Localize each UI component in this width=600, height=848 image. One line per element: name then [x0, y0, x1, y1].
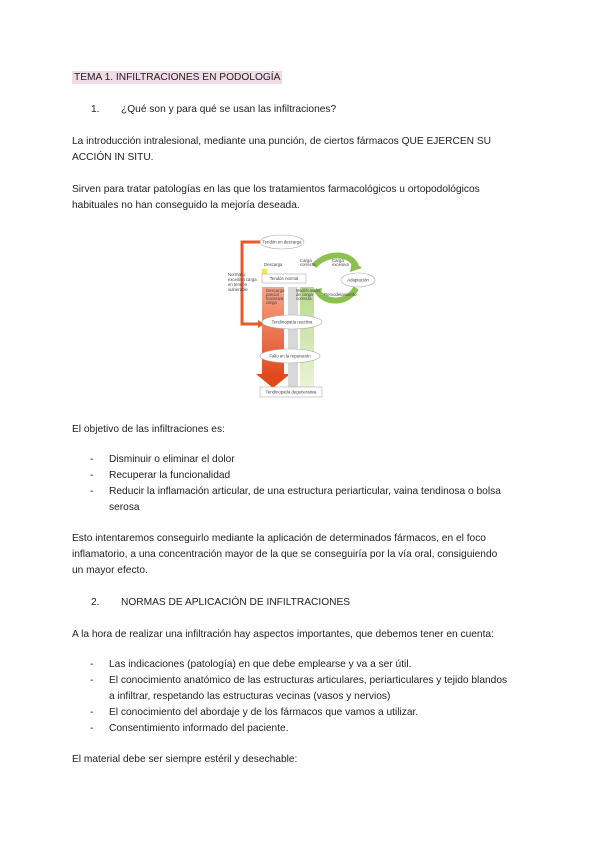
paragraph-material: El material debe ser siempre estéril y desechable: [72, 754, 298, 765]
node-label: correcta [296, 296, 312, 301]
degeneration-arrowhead [256, 374, 290, 388]
section-2-number: 2. [91, 597, 100, 608]
paragraph-line: inflamatorio, a una concentración mayor de la que se conseguiría por la vía oral, consiguiendo [72, 549, 498, 560]
list-item: - Disminuir o eliminar el dolor [90, 452, 530, 468]
node-label: Descarga [264, 262, 283, 267]
list-item: - El conocimiento del abordaje y de los fármacos que vamos a utilizar. [90, 705, 530, 721]
node-label: Remodelamiento [324, 292, 357, 297]
paragraph-line: Sirven para tratar patologías en las que los tratamientos farmacológicos u ortopodológicos [72, 184, 480, 195]
node-label: excesiva carga [228, 277, 257, 282]
document-title: TEMA 1. INFILTRACIONES EN PODOLOGÍA [74, 72, 281, 83]
list-item: - Consentimiento informado del paciente. [90, 721, 530, 737]
paragraph-objective: El objetivo de las infiltraciones es: [72, 424, 225, 435]
node-label: en tendón [228, 282, 248, 287]
paragraph-definition [72, 134, 532, 166]
objectives-list [90, 452, 530, 516]
node-label: Tendón en descarga [262, 239, 302, 245]
list-item-continuation: a infiltrar, respetando las estructuras vecinas (vasos y nervios) [109, 691, 391, 702]
node-label: Excesiva [266, 296, 284, 301]
paragraph-mechanism [72, 531, 532, 579]
paragraph-line: habituales no han conseguido la mejoría deseada. [72, 200, 300, 211]
node-label: Carga [300, 258, 312, 263]
node-label: vulnerable [228, 287, 248, 292]
section-1-heading [91, 104, 336, 115]
section-2-heading [91, 597, 350, 608]
node-label: parcial [266, 292, 279, 297]
norms-list [90, 657, 530, 737]
node-label: Descarga [266, 288, 285, 293]
paragraph-usage [72, 182, 532, 214]
node-label: Tendinopatía degenerativa [265, 389, 317, 395]
section-2-text: NORMAS DE APLICACIÓN DE INFILTRACIONES [121, 597, 351, 608]
paragraph-line: un mayor efecto. [72, 565, 148, 576]
paragraph-line: Esto intentaremos conseguirlo mediante la aplicación de determinados fármacos, en el foco [72, 533, 486, 544]
list-item: - El conocimiento anatómico de las estructuras articulares, periarticulares y tejido blandos [90, 673, 530, 689]
list-item: - Reducir la inflamación articular, de una estructura periarticular, vaina tendinosa o bolsa [90, 484, 530, 500]
node-label: de carga [296, 292, 313, 297]
paragraph-line: La introducción intralesional, mediante una punción, de ciertos fármacos QUE EJERCEN SU [72, 136, 492, 147]
node-label: Tendón normal [269, 276, 299, 281]
node-label: Adaptación [347, 277, 369, 283]
node-label: excesiva [332, 262, 349, 267]
paragraph-norms-intro: A la hora de realizar una infiltración hay aspectos importantes, que debemos tener en cuenta: [72, 629, 494, 640]
node-label: Carga [332, 258, 344, 263]
node-label: Modificación [296, 288, 320, 293]
list-item: - Las indicaciones (patología) en que debe emplearse y va a ser útil. [90, 657, 530, 673]
grey-bar [288, 287, 298, 387]
tendinopathy-diagram [226, 232, 378, 402]
paragraph-line: ACCIÓN IN SITU. [72, 152, 154, 163]
node-label: Normal o [228, 272, 246, 277]
section-1-text: ¿Qué son y para qué se usan las infiltraciones? [121, 104, 337, 115]
list-item-continuation: serosa [109, 502, 140, 513]
section-1-number: 1. [91, 104, 100, 115]
recovery-bar [300, 287, 314, 387]
node-label: correcta [300, 262, 316, 267]
node-label: Tendinopatía reactiva [271, 319, 313, 325]
list-item: - Recuperar la funcionalidad [90, 468, 530, 484]
node-label: carga [266, 300, 277, 305]
node-label: Fallo en la reparación [269, 353, 311, 359]
